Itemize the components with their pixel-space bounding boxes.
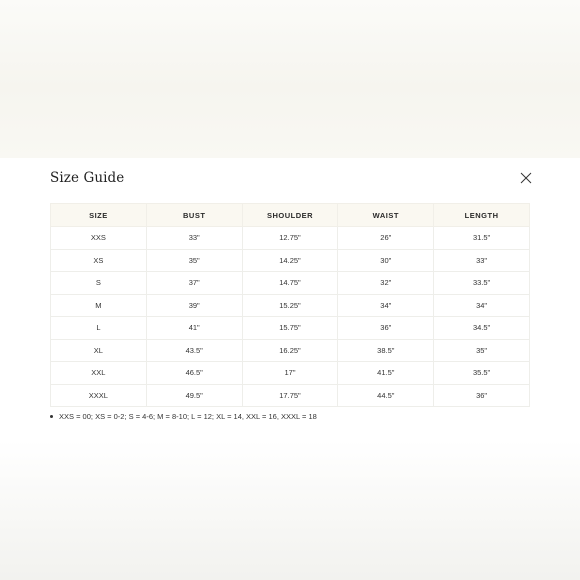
cell-length: 34.5" — [434, 317, 530, 340]
cell-shoulder: 14.75" — [242, 272, 338, 295]
table-row — [51, 249, 530, 272]
cell-size: S — [51, 272, 147, 295]
cell-bust: 43.5" — [146, 339, 242, 362]
cell-bust: 35" — [146, 249, 242, 272]
table-row — [51, 227, 530, 250]
modal-title: Size Guide — [50, 170, 125, 186]
size-chart-table — [50, 203, 530, 407]
cell-bust: 33" — [146, 227, 242, 250]
cell-waist: 26" — [338, 227, 434, 250]
size-guide-modal — [0, 158, 580, 440]
list-item — [50, 412, 317, 421]
table-row — [51, 384, 530, 407]
cell-shoulder: 14.25" — [242, 249, 338, 272]
table-row — [51, 272, 530, 295]
table-row — [51, 339, 530, 362]
cell-waist: 38.5" — [338, 339, 434, 362]
cell-waist: 30" — [338, 249, 434, 272]
cell-shoulder: 16.25" — [242, 339, 338, 362]
cell-waist: 36" — [338, 317, 434, 340]
column-header-length: LENGTH — [434, 204, 530, 227]
size-notes-list — [50, 412, 317, 421]
cell-bust: 37" — [146, 272, 242, 295]
cell-shoulder: 15.25" — [242, 294, 338, 317]
cell-length: 36" — [434, 384, 530, 407]
cell-length: 33.5" — [434, 272, 530, 295]
cell-size: XXL — [51, 362, 147, 385]
cell-shoulder: 17" — [242, 362, 338, 385]
cell-bust: 41" — [146, 317, 242, 340]
cell-bust: 39" — [146, 294, 242, 317]
cell-waist: 32" — [338, 272, 434, 295]
table-row — [51, 362, 530, 385]
cell-waist: 41.5" — [338, 362, 434, 385]
close-x-icon — [518, 170, 534, 186]
cell-length: 35" — [434, 339, 530, 362]
cell-length: 34" — [434, 294, 530, 317]
cell-size: XS — [51, 249, 147, 272]
cell-bust: 49.5" — [146, 384, 242, 407]
cell-size: L — [51, 317, 147, 340]
page-backdrop-top — [0, 0, 580, 158]
cell-size: XL — [51, 339, 147, 362]
cell-length: 33" — [434, 249, 530, 272]
bullet-icon — [50, 415, 53, 418]
column-header-size: SIZE — [51, 204, 147, 227]
close-button[interactable] — [518, 170, 534, 186]
size-conversion-note: XXS = 00; XS = 0-2; S = 4-6; M = 8-10; L = 12; XL = 14, XXL = 16, XXXL = 18 — [59, 412, 317, 421]
cell-length: 35.5" — [434, 362, 530, 385]
cell-shoulder: 17.75" — [242, 384, 338, 407]
cell-size: M — [51, 294, 147, 317]
cell-waist: 34" — [338, 294, 434, 317]
cell-size: XXXL — [51, 384, 147, 407]
cell-bust: 46.5" — [146, 362, 242, 385]
table-header-row — [51, 204, 530, 227]
cell-size: XXS — [51, 227, 147, 250]
table-row — [51, 317, 530, 340]
column-header-waist: WAIST — [338, 204, 434, 227]
cell-length: 31.5" — [434, 227, 530, 250]
table-row — [51, 294, 530, 317]
cell-shoulder: 15.75" — [242, 317, 338, 340]
column-header-shoulder: SHOULDER — [242, 204, 338, 227]
cell-shoulder: 12.75" — [242, 227, 338, 250]
column-header-bust: BUST — [146, 204, 242, 227]
cell-waist: 44.5" — [338, 384, 434, 407]
page-backdrop-bottom — [0, 440, 580, 580]
